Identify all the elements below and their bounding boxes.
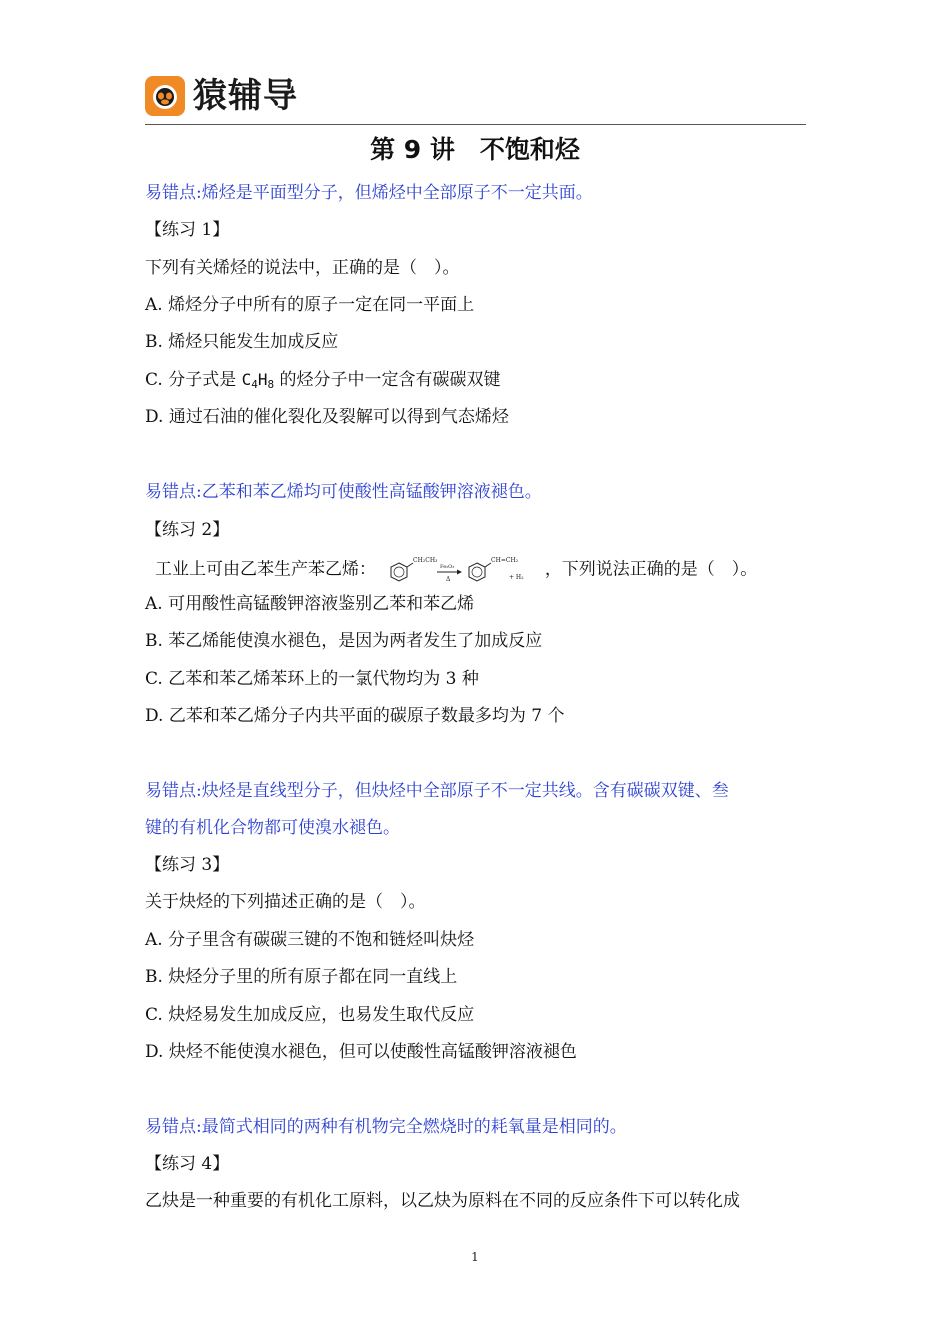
exercise-1-option-d: D. 通过石油的催化裂化及裂解可以得到气态烯烃	[145, 407, 509, 427]
exercise-3-option-d: D. 炔烃不能使溴水褪色，但可以使酸性高锰酸钾溶液褪色	[145, 1042, 577, 1062]
page-header	[145, 74, 806, 125]
page-title: 第 9 讲 不饱和烃	[370, 135, 580, 164]
exercise-3-option-c: C. 炔烃易发生加成反应，也易发生取代反应	[145, 1005, 475, 1025]
heat-label: Δ	[446, 576, 451, 583]
tip-4: 易错点:最简式相同的两种有机物完全燃烧时的耗氧量是相同的。	[145, 1117, 627, 1137]
option-c-suffix: 的烃分子中一定含有碳碳双键	[274, 370, 501, 390]
exercise-1-option-a: A. 烯烃分子中所有的原子一定在同一平面上	[145, 295, 475, 315]
catalyst-label: Fe₂O₃	[440, 564, 455, 570]
exercise-2-option-a: A. 可用酸性高锰酸钾溶液鉴别乙苯和苯乙烯	[145, 594, 475, 614]
exercise-2-option-d: D. 乙苯和苯乙烯分子内共平面的碳原子数最多均为 7 个	[145, 706, 565, 726]
exercise-1-question: 下列有关烯烃的说法中，正确的是（ ）。	[145, 258, 460, 278]
page-number: 1	[471, 1250, 479, 1264]
option-c-prefix: C. 分子式是	[145, 370, 242, 390]
exercise-1-option-c	[145, 368, 501, 397]
tip-3-line-2: 键的有机化合物都可使溴水褪色。	[145, 818, 400, 838]
tip-2: 易错点:乙苯和苯乙烯均可使酸性高锰酸钾溶液褪色。	[145, 482, 542, 502]
exercise-1-option-b: B. 烯烃只能发生加成反应	[145, 332, 339, 352]
exercise-3-label: 【练习 3】	[145, 855, 230, 875]
tip-1: 易错点:烯烃是平面型分子，但烯烃中全部原子不一定共面。	[145, 183, 593, 203]
exercise-3-option-b: B. 炔烃分子里的所有原子都在同一直线上	[145, 967, 458, 987]
brand-logo-text: 猿辅导	[193, 76, 298, 116]
exercise-2-option-b: B. 苯乙烯能使溴水褪色，是因为两者发生了加成反应	[145, 631, 543, 651]
exercise-3-question: 关于炔烃的下列描述正确的是（ ）。	[145, 892, 426, 912]
question-2-prefix: 工业上可由乙苯生产苯乙烯：	[155, 559, 376, 580]
exercise-2-option-c: C. 乙苯和苯乙烯苯环上的一氯代物均为 3 种	[145, 669, 479, 689]
tip-3-line-1: 易错点:炔烃是直线型分子，但炔烃中全部原子不一定共线。含有碳碳双键、叁	[145, 781, 729, 801]
monkey-icon	[145, 76, 185, 116]
exercise-4-question: 乙炔是一种重要的有机化工原料，以乙炔为原料在不同的反应条件下可以转化成	[145, 1191, 740, 1211]
exercise-1-label: 【练习 1】	[145, 220, 230, 240]
formula-c4h8: $C_4H_8$	[241, 370, 275, 391]
exercise-3-option-a: A. 分子里含有碳碳三键的不饱和链烃叫炔烃	[145, 930, 475, 950]
exercise-4-label: 【练习 4】	[145, 1154, 230, 1174]
reaction-equation-image	[385, 553, 535, 587]
reactant-group-label: CH₂CH₃	[413, 557, 438, 564]
exercise-2-label: 【练习 2】	[145, 520, 230, 540]
byproduct-label: + H₂	[509, 574, 524, 581]
question-2-suffix: ，下列说法正确的是（ ）。	[544, 559, 758, 580]
product-group-label: CH=CH₂	[491, 557, 519, 564]
exercise-2-question	[155, 553, 757, 587]
